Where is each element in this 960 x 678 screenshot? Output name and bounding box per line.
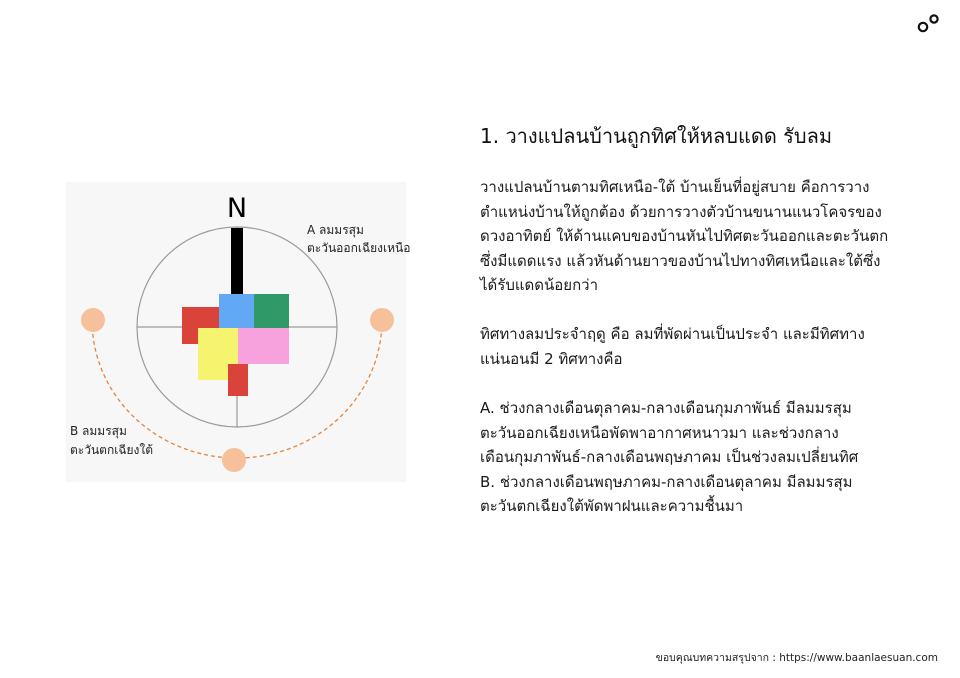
text-line: B. ช่วงกลางเดือนพฤษภาคม-กลางเดือนตุลาคม มีลมมรสุม: [480, 472, 853, 491]
wind-b-label-line1: B ลมมรสุม: [70, 424, 127, 438]
house-block-green: [254, 294, 289, 328]
text-line: ดวงอาทิตย์ ให้ด้านแคบของบ้านหันไปทิศตะวันออกและตะวันตก: [480, 227, 889, 245]
wind-b-label-line2: ตะวันตกเฉียงใต้: [70, 443, 154, 457]
sun-east: [370, 308, 394, 332]
north-label: N: [226, 193, 248, 224]
wind-a-label-line2: ตะวันออกเฉียงเหนือ: [307, 241, 411, 255]
text-line: A. ช่วงกลางเดือนตุลาคม-กลางเดือนกุมภาพันธ์ มีลมมรสุม: [480, 399, 852, 417]
text-line: เดือนกุมภาพันธ์-กลางเดือนพฤษภาคม เป็นช่วงลมเปลี่ยนทิศ: [480, 448, 859, 466]
text-line: ตำแหน่งบ้านให้ถูกต้อง ด้วยการวางตัวบ้านขนานแนวโคจรของ: [480, 202, 882, 221]
sun-south: [222, 448, 246, 472]
text-line: แน่นอนมี 2 ทิศทางคือ: [480, 349, 623, 368]
house-block-pink: [238, 328, 289, 364]
section-heading: 1. วางแปลนบ้านถูกทิศให้หลบแดด รับลม: [480, 124, 833, 148]
paragraph-orientation: [480, 175, 930, 298]
text-line: ซึ่งมีแดดแรง แล้วหันด้านยาวของบ้านไปทางทิศเหนือและใต้ซึ่ง: [480, 251, 881, 270]
north-needle: [231, 228, 243, 296]
text-line: ตะวันออกเฉียงเหนือพัดพาอากาศหนาวมา และช่วงกลาง: [480, 423, 839, 442]
source-credit: [656, 649, 938, 666]
house-block-blue: [219, 294, 254, 328]
text-line: วางแปลนบ้านตามทิศเหนือ-ใต้ บ้านเย็นที่อยู่สบาย คือการวาง: [480, 178, 870, 196]
text-line: ได้รับแดดน้อยกว่า: [480, 276, 598, 294]
credit-url-link[interactable]: https://www.baanlaesuan.com: [779, 652, 938, 664]
house-block-red-south: [228, 364, 248, 396]
text-line: ทิศทางลมประจำฤดู คือ ลมที่พัดผ่านเป็นประจำ และมีทิศทาง: [480, 325, 865, 343]
paragraph-monsoon-details: [480, 396, 930, 519]
wind-a-label-line1: A ลมมรสุม: [307, 223, 364, 237]
paragraph-seasonal-wind: [480, 322, 930, 371]
sun-west: [81, 308, 105, 332]
credit-label: ขอบคุณบทความสรุปจาก :: [655, 652, 776, 664]
text-line: ตะวันตกเฉียงใต้พัดพาฝนและความชื้นมา: [480, 497, 744, 515]
